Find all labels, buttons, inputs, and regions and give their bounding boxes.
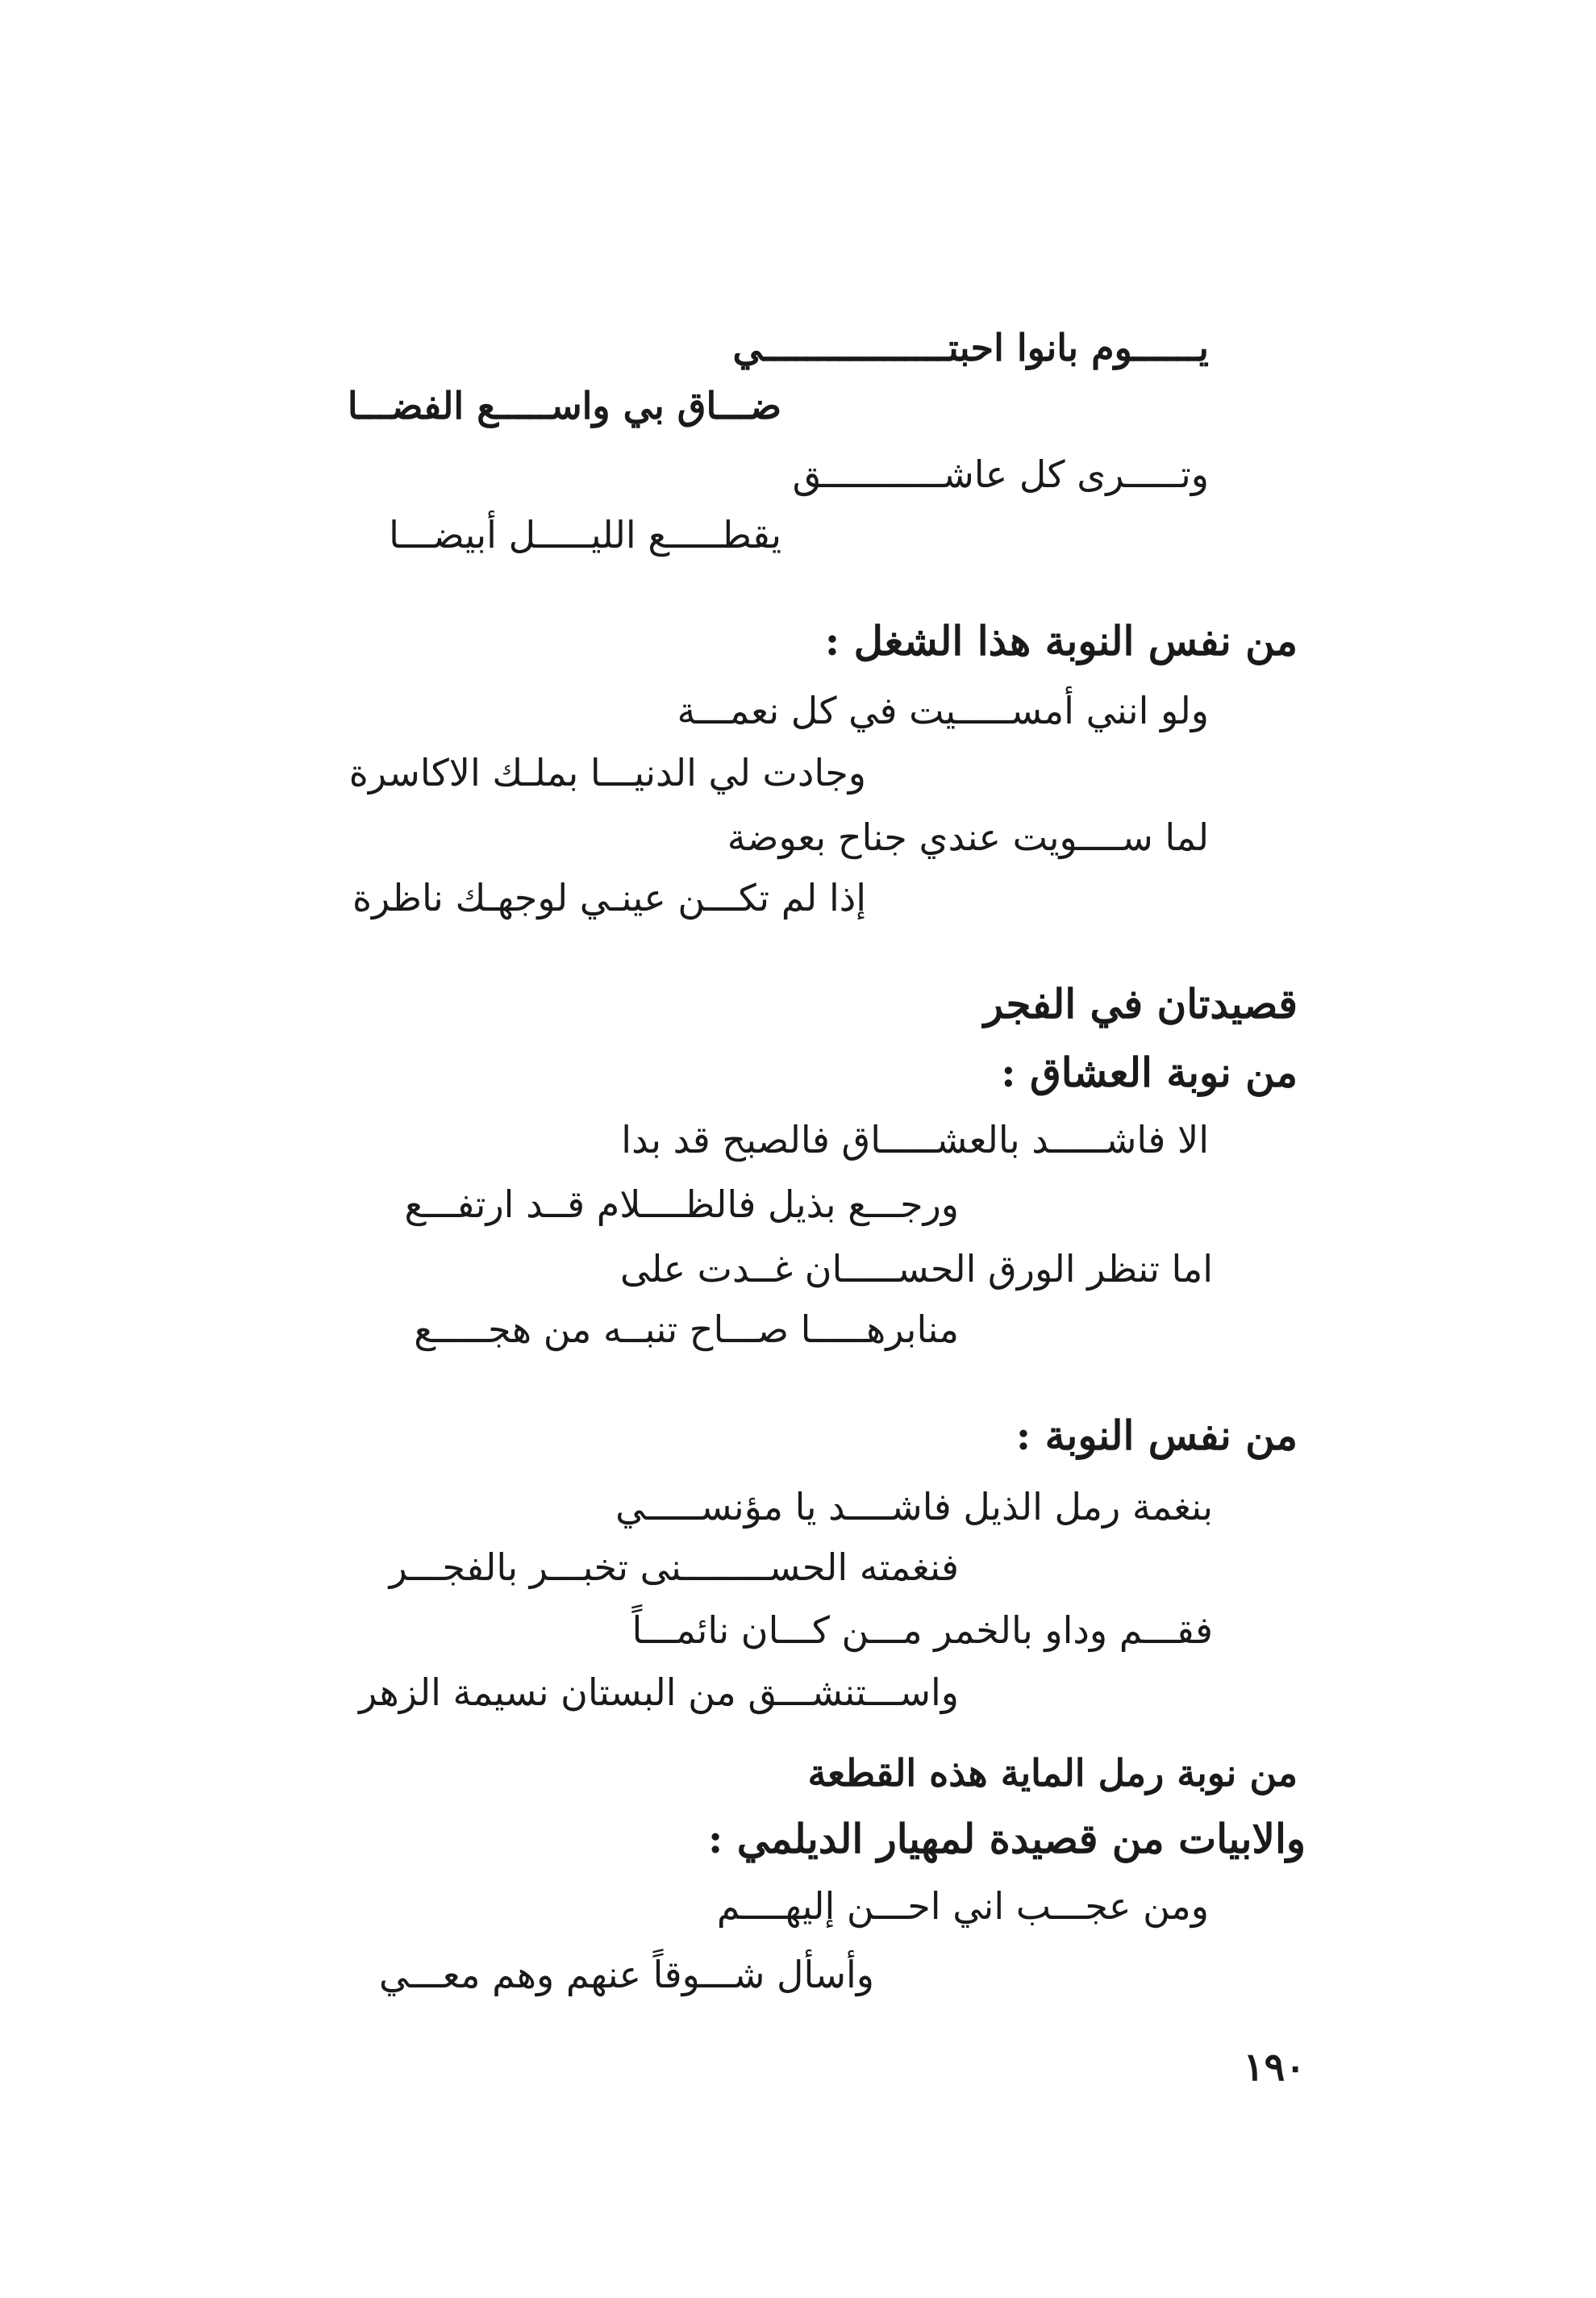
verse-line: يقطـــــع الليـــــل أبيضـــا <box>389 513 781 557</box>
verse-line: وأسأل شـــوقاً عنهم وهم معـــي <box>378 1953 874 1996</box>
verse-line: ضـــاق بي واســـــع الفضـــا <box>347 384 781 427</box>
verse-line: يــــــوم بانوا احبتـــــــــــــــــي <box>732 326 1209 369</box>
verse-line: فنغمته الحســــــــنى تخبـــر بالفجـــر <box>389 1545 959 1589</box>
verse-line: بنغمة رمل الذيل فاشــــد يا مؤنســـــي <box>615 1485 1213 1529</box>
verse-line: الا فاشـــــد بالعشـــــاق فالصبح قد بدا <box>621 1118 1209 1162</box>
verse-line: فقـــم وداو بالخمر مـــن كـــان نائمـــاً <box>631 1608 1213 1652</box>
section-heading: من نفس النوبة : <box>1015 1412 1298 1459</box>
section-heading: قصيدتان في الفجر <box>983 980 1298 1028</box>
verse-line: اما تنظر الورق الحســـــان غــدت على <box>620 1247 1213 1291</box>
section-heading: من نوبة رمل الماية هذه القطعة <box>807 1751 1298 1795</box>
verse-line: منابرهـــــا صـــاح تنبــه من هجـــــع <box>414 1307 959 1351</box>
verse-line: واســـتنشـــق من البستان نسيمة الزهر <box>359 1670 959 1714</box>
section-subheading: من نوبة العشاق : <box>1001 1049 1298 1096</box>
page-number: ١٩٠ <box>1243 2045 1306 2090</box>
verse-line: ولو انني أمســـــيت في كل نعمـــة <box>677 689 1209 732</box>
verse-line: وجادت لي الدنيـــا بملـك الاكاسرة <box>348 751 866 794</box>
verse-line: ومن عجـــب اني احـــن إليهــــم <box>716 1884 1209 1928</box>
verse-line: وتـــــرى كل عاشـــــــــــق <box>792 453 1209 496</box>
verse-line: إذا لم تكـــن عينـي لوجهـك ناظرة <box>352 876 866 920</box>
section-subheading: والابيات من قصيدة لمهيار الديلمي : <box>707 1815 1306 1862</box>
section-heading: من نفس النوبة هذا الشغل : <box>824 617 1298 665</box>
verse-line: ورجـــع بذيل فالظــــلام قــد ارتفـــع <box>404 1182 959 1226</box>
verse-line: لما ســــويت عندي جناح بعوضة <box>727 815 1209 859</box>
